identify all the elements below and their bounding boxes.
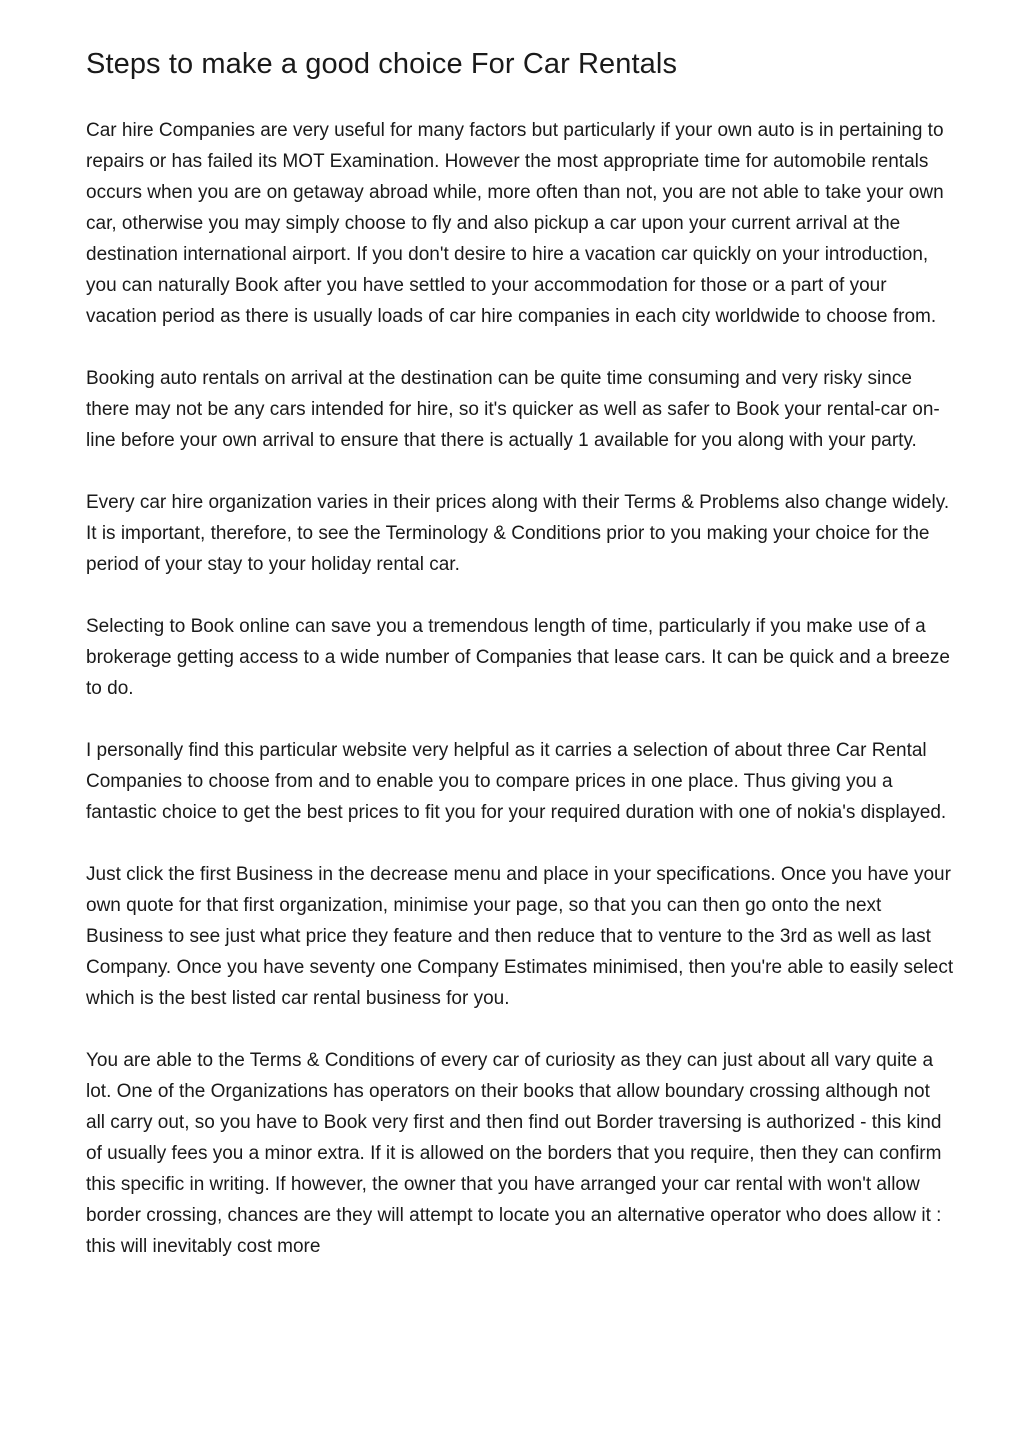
paragraph-7: You are able to the Terms & Conditions of every car of curiosity as they can just about all vary quite a lot. One of the Organizations has operators on their books that allow boundary crossing although not all carry out, so you have to Book very first and then find out Border traversing is authorized - this kind of usually fees you a minor extra. If it is allowed on the borders that you require, then they can confirm this specific in writing. If however, the owner that you have arranged your car rental with won't allow border crossing, chances are they will attempt to locate you an alternative operator who does allow it : this will inevitably cost more: [86, 1050, 942, 1257]
paragraph-1: Car hire Companies are very useful for many factors but particularly if your own auto is in pertaining to repairs or has failed its MOT Examination. However the most appropriate time for automobile rentals occurs when you are on getaway abroad while, more often than not, you are not able to take your own car, otherwise you may simply choose to fly and also pickup a car upon your current arrival at the destination international airport. If you don't desire to hire a vacation car quickly on your introduction, you can naturally Book after you have settled to your accommodation for those or a part of your vacation period as there is usually loads of car hire companies in each city worldwide to choose from.: [86, 120, 944, 327]
document-body: [86, 115, 954, 1262]
paragraph-6: Just click the first Business in the decrease menu and place in your specifications. Once you have your own quote for that first organization, minimise your page, so that you can then go onto the next Business to see just what price they feature and then reduce that to venture to the 3rd as well as last Company. Once you have seventy one Company Estimates minimised, then you're able to easily select which is the best listed car rental business for you.: [86, 864, 954, 1009]
paragraph-5: I personally find this particular website very helpful as it carries a selection of about three Car Rental Companies to choose from and to enable you to compare prices in one place. Thus giving you a fantastic choice to get the best prices to fit you for your required duration with one of nokia's displayed.: [86, 740, 947, 823]
paragraph-2: Booking auto rentals on arrival at the destination can be quite time consuming and very risky since there may not be any cars intended for hire, so it's quicker as well as safer to Book your rental-car on-line before your own arrival to ensure that there is actually 1 available for you along with your party.: [86, 368, 940, 451]
document-title: Steps to make a good choice For Car Rentals: [86, 48, 678, 80]
paragraph-4: Selecting to Book online can save you a tremendous length of time, particularly if you make use of a brokerage getting access to a wide number of Companies that lease cars. It can be quick and a breeze to do.: [86, 616, 950, 699]
paragraph-3: Every car hire organization varies in their prices along with their Terms & Problems also change widely. It is important, therefore, to see the Terminology & Conditions prior to you making your choice for the period of your stay to your holiday rental car.: [86, 492, 950, 575]
